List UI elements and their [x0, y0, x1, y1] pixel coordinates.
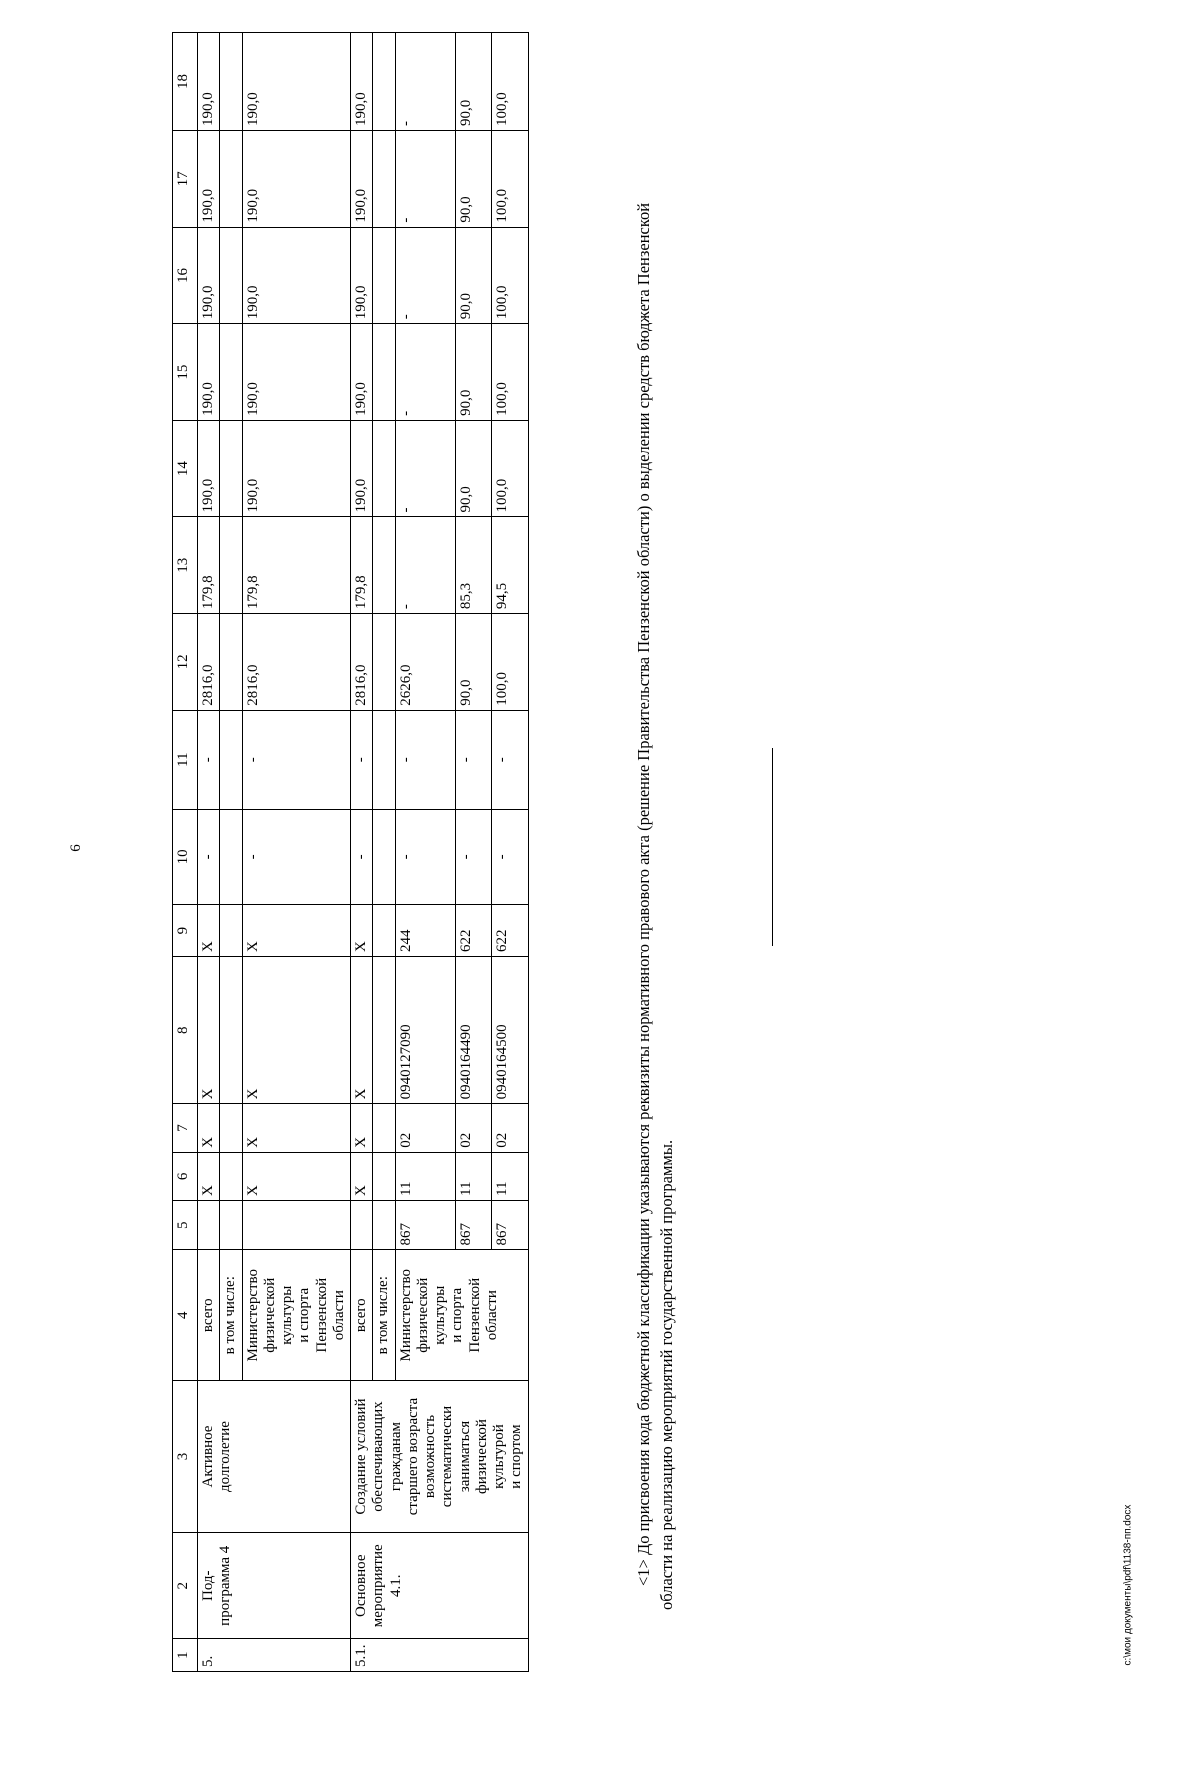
value-cell: [220, 131, 242, 228]
value-cell: 190,0: [198, 131, 220, 228]
value-cell: 190,0: [351, 33, 373, 131]
value-cell: 179,8: [351, 517, 373, 614]
value-cell: [220, 324, 242, 421]
value-cell: 190,0: [242, 227, 351, 324]
value-cell: 11: [395, 1152, 456, 1200]
value-cell: [220, 1104, 242, 1152]
row-number-cell: 5.1.: [351, 1639, 529, 1672]
header-cell: 15: [173, 324, 198, 421]
value-cell: 190,0: [242, 420, 351, 517]
header-cell: 2: [173, 1533, 198, 1639]
value-cell: 11: [456, 1152, 492, 1200]
value-cell: [373, 131, 395, 228]
value-cell: 90,0: [456, 131, 492, 228]
program-name-cell: Под- программа 4: [198, 1533, 351, 1639]
value-cell: 02: [492, 1104, 528, 1152]
value-cell: 190,0: [351, 227, 373, 324]
value-cell: 867: [456, 1200, 492, 1250]
value-cell: [220, 420, 242, 517]
value-cell: 90,0: [456, 33, 492, 131]
value-cell: 2816,0: [242, 614, 351, 711]
value-cell: 622: [492, 905, 528, 957]
value-cell: 190,0: [198, 227, 220, 324]
value-cell: -: [395, 227, 456, 324]
header-cell: 13: [173, 517, 198, 614]
value-cell: 2816,0: [351, 614, 373, 711]
value-cell: -: [351, 710, 373, 809]
executor-cell: в том числе:: [220, 1250, 242, 1380]
value-cell: 190,0: [242, 131, 351, 228]
value-cell: 100,0: [492, 33, 528, 131]
value-cell: Х: [198, 1104, 220, 1152]
value-cell: [373, 614, 395, 711]
value-cell: -: [395, 809, 456, 904]
header-cell: 4: [173, 1250, 198, 1380]
value-cell: 0940164490: [456, 957, 492, 1104]
value-cell: 90,0: [456, 227, 492, 324]
value-cell: 100,0: [492, 131, 528, 228]
budget-table: [172, 32, 529, 1672]
header-cell: 3: [173, 1380, 198, 1532]
executor-cell: всего: [351, 1250, 373, 1380]
header-cell: 8: [173, 957, 198, 1104]
value-cell: Х: [351, 1152, 373, 1200]
value-cell: 190,0: [351, 131, 373, 228]
value-cell: -: [395, 517, 456, 614]
value-cell: 90,0: [456, 324, 492, 421]
executor-cell: Министерство физической культуры и спорта Пензенской области: [395, 1250, 528, 1380]
value-cell: Х: [198, 957, 220, 1104]
executor-cell: в том числе:: [373, 1250, 395, 1380]
value-cell: [373, 517, 395, 614]
value-cell: -: [351, 809, 373, 904]
value-cell: 244: [395, 905, 456, 957]
value-cell: [373, 1104, 395, 1152]
header-cell: 18: [173, 33, 198, 131]
value-cell: 190,0: [351, 324, 373, 421]
header-cell: 1: [173, 1639, 198, 1672]
value-cell: [220, 1152, 242, 1200]
header-cell: 11: [173, 710, 198, 809]
value-cell: 190,0: [242, 324, 351, 421]
value-cell: -: [395, 131, 456, 228]
value-cell: 190,0: [242, 33, 351, 131]
header-cell: 16: [173, 227, 198, 324]
value-cell: -: [456, 809, 492, 904]
value-cell: [351, 1200, 373, 1250]
value-cell: 190,0: [198, 420, 220, 517]
value-cell: [373, 809, 395, 904]
table-row: [198, 33, 220, 1672]
value-cell: [373, 227, 395, 324]
value-cell: -: [395, 33, 456, 131]
value-cell: [220, 517, 242, 614]
value-cell: [373, 905, 395, 957]
value-cell: Х: [351, 1104, 373, 1152]
row-number-cell: 5.: [198, 1639, 351, 1672]
value-cell: -: [492, 710, 528, 809]
program-title-cell: Создание условий обеспечивающих гражданам старшего возраста возможность систематически заниматься физической культурой и спортом: [351, 1380, 529, 1532]
value-cell: -: [198, 710, 220, 809]
header-cell: 10: [173, 809, 198, 904]
file-footer: [1122, 1504, 1148, 1785]
value-cell: 190,0: [198, 33, 220, 131]
header-cell: 5: [173, 1200, 198, 1250]
executor-cell: всего: [198, 1250, 220, 1380]
table-row: [351, 33, 373, 1672]
value-cell: -: [242, 710, 351, 809]
value-cell: -: [395, 420, 456, 517]
value-cell: [373, 420, 395, 517]
value-cell: 02: [456, 1104, 492, 1152]
value-cell: [220, 905, 242, 957]
page-number: 6: [68, 844, 84, 852]
value-cell: Х: [242, 905, 351, 957]
value-cell: [220, 710, 242, 809]
value-cell: [220, 809, 242, 904]
table-container: [172, 32, 622, 1672]
value-cell: [220, 33, 242, 131]
value-cell: 179,8: [242, 517, 351, 614]
value-cell: 2816,0: [198, 614, 220, 711]
value-cell: -: [395, 710, 456, 809]
value-cell: -: [242, 809, 351, 904]
value-cell: Х: [198, 905, 220, 957]
value-cell: -: [492, 809, 528, 904]
value-cell: -: [198, 809, 220, 904]
value-cell: 622: [456, 905, 492, 957]
value-cell: 11: [492, 1152, 528, 1200]
value-cell: Х: [242, 1104, 351, 1152]
header-cell: 14: [173, 420, 198, 517]
value-cell: [198, 1200, 220, 1250]
value-cell: 85,3: [456, 517, 492, 614]
value-cell: [242, 1200, 351, 1250]
header-cell: 12: [173, 614, 198, 711]
value-cell: 0940127090: [395, 957, 456, 1104]
value-cell: 0940164500: [492, 957, 528, 1104]
value-cell: Х: [242, 957, 351, 1104]
value-cell: 100,0: [492, 324, 528, 421]
value-cell: -: [456, 710, 492, 809]
value-cell: Х: [351, 905, 373, 957]
value-cell: Х: [198, 1152, 220, 1200]
value-cell: Х: [351, 957, 373, 1104]
value-cell: [220, 957, 242, 1104]
program-name-cell: Основное мероприятие 4.1.: [351, 1533, 529, 1639]
value-cell: [373, 957, 395, 1104]
value-cell: [220, 227, 242, 324]
file-path: c:\мои документы\pdf\1138-пп.docx: [1122, 1504, 1134, 1666]
value-cell: [373, 710, 395, 809]
value-cell: [373, 1152, 395, 1200]
header-cell: 9: [173, 905, 198, 957]
value-cell: [373, 33, 395, 131]
header-cell: 7: [173, 1104, 198, 1152]
value-cell: 867: [492, 1200, 528, 1250]
value-cell: 179,8: [198, 517, 220, 614]
value-cell: 90,0: [456, 420, 492, 517]
footnote-container: [632, 150, 692, 1610]
value-cell: -: [395, 324, 456, 421]
footnote-text: <1> До присвоения кода бюджетной классификации указываются реквизиты нормативного правового акта (решение Правительства Пензенской области) о выделении средств бюджета Пензенской области на реализацию мероприятий государственной программы.: [634, 202, 677, 1610]
value-cell: 190,0: [351, 420, 373, 517]
value-cell: 100,0: [492, 227, 528, 324]
value-cell: 100,0: [492, 614, 528, 711]
value-cell: Х: [242, 1152, 351, 1200]
executor-cell: Министерство физической культуры и спорта Пензенской области: [242, 1250, 351, 1380]
header-cell: 6: [173, 1152, 198, 1200]
value-cell: 190,0: [198, 324, 220, 421]
value-cell: [373, 324, 395, 421]
value-cell: [220, 1200, 242, 1250]
value-cell: 94,5: [492, 517, 528, 614]
value-cell: 100,0: [492, 420, 528, 517]
value-cell: 02: [395, 1104, 456, 1152]
value-cell: 867: [395, 1200, 456, 1250]
value-cell: 90,0: [456, 614, 492, 711]
program-title-cell: Активное долголетие: [198, 1380, 351, 1532]
value-cell: [220, 614, 242, 711]
header-row: [173, 33, 198, 1672]
header-cell: 17: [173, 131, 198, 228]
separator-line: [772, 748, 773, 946]
value-cell: [373, 1200, 395, 1250]
value-cell: 2626,0: [395, 614, 456, 711]
